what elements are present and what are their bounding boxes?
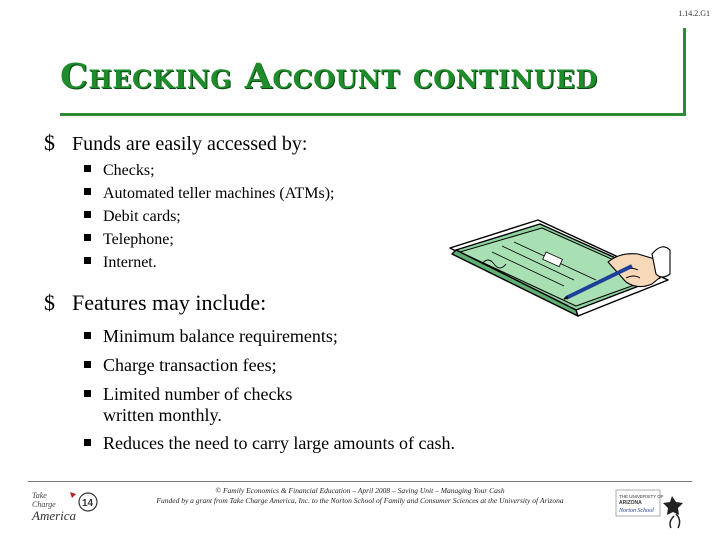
title-underline [60,113,686,116]
slide-code: 1.14.2.G1 [678,9,710,18]
svg-text:Norton School: Norton School [619,508,654,514]
svg-text:Charge: Charge [32,500,56,509]
svg-text:America: America [32,508,77,523]
footer-text [100,486,620,506]
list-item: Minimum balance requirements; [84,326,338,347]
section2-heading: Features may include: [72,290,267,315]
list-item: Checks; [84,162,155,180]
section1-heading: Funds are easily accessed by: [72,133,308,155]
square-bullet-icon [84,361,91,368]
list-item: Limited number of checks written monthly. [84,384,292,426]
section1-heading-row [44,130,307,156]
svg-text:ARIZONA: ARIZONA [619,500,642,506]
square-bullet-icon [84,332,91,339]
square-bullet-icon [84,188,91,195]
dollar-bullet: $ [44,290,55,315]
square-bullet-icon [84,165,91,172]
svg-text:Take: Take [32,491,47,500]
footer-divider [28,481,692,482]
list-item: Charge transaction fees; [84,355,277,376]
list-item: Automated teller machines (ATMs); [84,185,335,203]
title-side-rule [683,28,686,116]
square-bullet-icon [84,211,91,218]
list-item: Telephone; [84,231,174,249]
square-bullet-icon [84,439,91,446]
square-bullet-icon [84,390,91,397]
svg-text:THE UNIVERSITY OF: THE UNIVERSITY OF [619,494,664,499]
list-item: Internet. [84,254,157,272]
list-item: Debit cards; [84,208,181,226]
svg-text:14: 14 [82,498,94,509]
university-of-arizona-logo [612,486,708,536]
slide-title: Checking Account continued [60,56,598,97]
footer-funding: Funded by a grant from Take Charge America, Inc. to the Norton School of Family and Consumer Sciences at the University of Arizona [156,496,564,505]
section2-heading-row [44,290,266,316]
square-bullet-icon [84,234,91,241]
checkbook-writing-illustration [446,212,672,322]
list-item: Reduces the need to carry large amounts of cash. [84,433,455,454]
footer-copyright: © Family Economics & Financial Education – April 2008 – Saving Unit – Managing Your Cash [215,486,505,495]
square-bullet-icon [84,257,91,264]
take-charge-america-logo [30,488,102,528]
dollar-bullet: $ [44,130,55,155]
